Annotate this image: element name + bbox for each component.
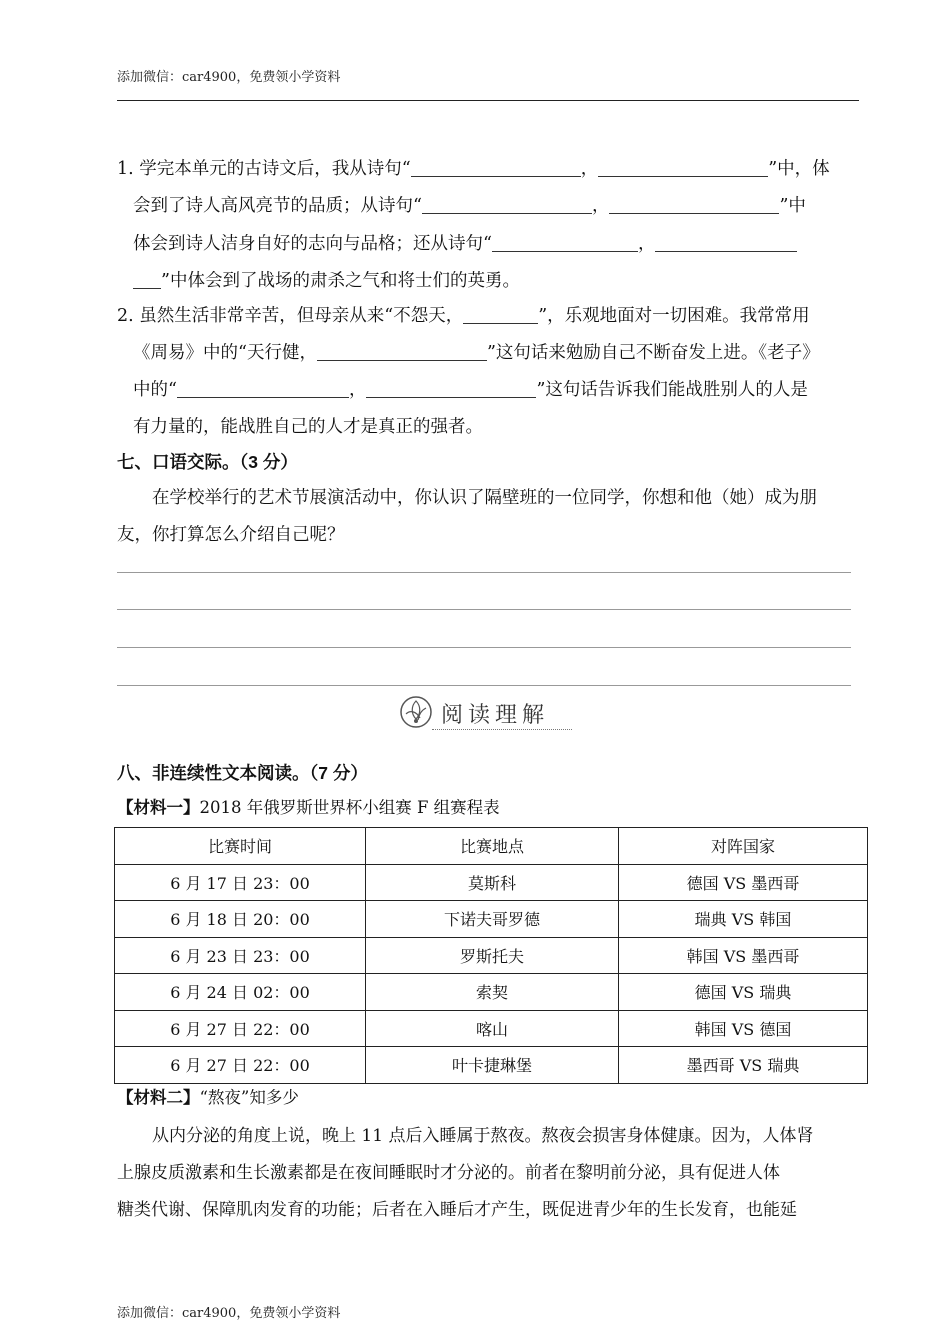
answer-blank[interactable] <box>317 342 487 361</box>
table-cell: 下诺夫哥罗德 <box>366 901 619 938</box>
q1-line-1 <box>117 155 830 180</box>
comma: ， <box>580 159 599 179</box>
writing-line-4[interactable] <box>117 685 851 686</box>
answer-blank[interactable] <box>655 233 797 252</box>
answer-blank[interactable] <box>463 305 538 324</box>
material-2-title: “熬夜”知多少 <box>199 1088 299 1107</box>
q2-line-3 <box>133 376 808 401</box>
table-cell: 索契 <box>366 974 619 1011</box>
section-7-prompt-2: 友，你打算怎么介绍自己呢？ <box>117 525 345 545</box>
q2-text: 2. 虽然生活非常辛苦，但母亲从来“不怨天， <box>117 306 464 326</box>
table-cell: 德国 VS 墨西哥 <box>619 864 868 901</box>
table-row <box>115 937 868 974</box>
table-row <box>115 1047 868 1084</box>
section-7-title: 七、口语交际。（3 分） <box>117 452 298 472</box>
answer-blank[interactable] <box>422 195 592 214</box>
material-2-label: 【材料二】 <box>117 1089 200 1107</box>
table-row <box>115 1010 868 1047</box>
q2-text: ”这句话告诉我们能战胜别人的人是 <box>536 380 808 400</box>
q2-line-2 <box>133 339 820 364</box>
answer-blank[interactable] <box>609 195 779 214</box>
material-2-para-line-3: 糖类代谢、保障肌肉发育的功能；后者在入睡后才产生，既促进青少年的生长发育，也能延 <box>117 1200 797 1220</box>
table-row <box>115 901 868 938</box>
answer-blank[interactable] <box>177 379 349 398</box>
table-cell: 墨西哥 VS 瑞典 <box>619 1047 868 1084</box>
header-rule <box>117 100 859 101</box>
answer-blank[interactable] <box>598 158 768 177</box>
q2-line-1 <box>117 302 810 327</box>
answer-blank[interactable] <box>492 233 638 252</box>
table-header-row <box>115 828 868 865</box>
table-cell: 莫斯科 <box>366 864 619 901</box>
q1-line-2 <box>133 192 806 217</box>
answer-blank[interactable] <box>133 270 161 289</box>
table-row <box>115 864 868 901</box>
table-header: 对阵国家 <box>619 828 868 865</box>
q1-text: ”中，体 <box>768 159 830 179</box>
q1-text: ”中 <box>779 196 806 216</box>
q2-text: ”这句话来勉励自己不断奋发上进。《老子》 <box>486 343 820 363</box>
q2-text: 中的“ <box>133 380 177 400</box>
table-cell: 6 月 17 日 23：00 <box>115 864 366 901</box>
q2-text: 《周易》中的“天行健， <box>133 343 317 363</box>
writing-line-2[interactable] <box>117 609 851 610</box>
table-header: 比赛地点 <box>366 828 619 865</box>
q2-line-4: 有力量的，能战胜自己的人才是真正的强者。 <box>133 417 483 437</box>
comma: ， <box>637 234 656 254</box>
table-cell: 韩国 VS 墨西哥 <box>619 937 868 974</box>
comma: ， <box>591 196 610 216</box>
material-2-heading <box>117 1084 299 1108</box>
q2-text: ”，乐观地面对一切困难。我常常用 <box>538 306 810 326</box>
table-row <box>115 974 868 1011</box>
material-1-heading <box>117 794 500 818</box>
q1-line-3 <box>133 230 797 255</box>
table-cell: 叶卡捷琳堡 <box>366 1047 619 1084</box>
page-footer: 添加微信：car4900，免费领小学资料 <box>117 1306 341 1321</box>
schedule-table <box>114 827 868 1084</box>
table-cell: 喀山 <box>366 1010 619 1047</box>
table-cell: 6 月 27 日 22：00 <box>115 1010 366 1047</box>
material-2-para-line-2: 上腺皮质激素和生长激素都是在夜间睡眠时才分泌的。前者在黎明前分泌，具有促进人体 <box>117 1163 780 1183</box>
table-header: 比赛时间 <box>115 828 366 865</box>
answer-blank[interactable] <box>366 379 536 398</box>
table-cell: 6 月 18 日 20：00 <box>115 901 366 938</box>
table-cell: 罗斯托夫 <box>366 937 619 974</box>
q1-text: 1. 学完本单元的古诗文后，我从诗句“ <box>117 159 411 179</box>
table-cell: 韩国 VS 德国 <box>619 1010 868 1047</box>
material-2-para-line-1: 从内分泌的角度上说，晚上 11 点后入睡属于熬夜。熬夜会损害身体健康。因为，人体肾 <box>152 1126 814 1146</box>
material-1-label: 【材料一】 <box>117 799 200 817</box>
q1-text: 体会到诗人洁身自好的志向与品格；还从诗句“ <box>133 234 492 254</box>
banner-title: 阅读理解 <box>441 703 550 728</box>
banner-underline <box>432 729 572 730</box>
table-cell: 德国 VS 瑞典 <box>619 974 868 1011</box>
answer-blank[interactable] <box>411 158 581 177</box>
writing-line-1[interactable] <box>117 572 851 573</box>
reading-flower-icon <box>398 694 434 734</box>
material-1-title: 2018 年俄罗斯世界杯小组赛 F 组赛程表 <box>199 798 500 817</box>
section-8-title: 八、非连续性文本阅读。（7 分） <box>117 763 368 783</box>
section-7-prompt-1: 在学校举行的艺术节展演活动中，你认识了隔壁班的一位同学，你想和他（她）成为朋 <box>152 488 817 508</box>
q1-text: ”中体会到了战场的肃杀之气和将士们的英勇。 <box>161 271 520 291</box>
page-header: 添加微信：car4900，免费领小学资料 <box>117 70 341 85</box>
table-cell: 6 月 23 日 23：00 <box>115 937 366 974</box>
comma: ， <box>348 380 367 400</box>
table-cell: 瑞典 VS 韩国 <box>619 901 868 938</box>
table-cell: 6 月 27 日 22：00 <box>115 1047 366 1084</box>
q1-text: 会到了诗人高风亮节的品质；从诗句“ <box>133 196 422 216</box>
writing-line-3[interactable] <box>117 647 851 648</box>
q1-line-4 <box>133 267 520 292</box>
table-cell: 6 月 24 日 02：00 <box>115 974 366 1011</box>
